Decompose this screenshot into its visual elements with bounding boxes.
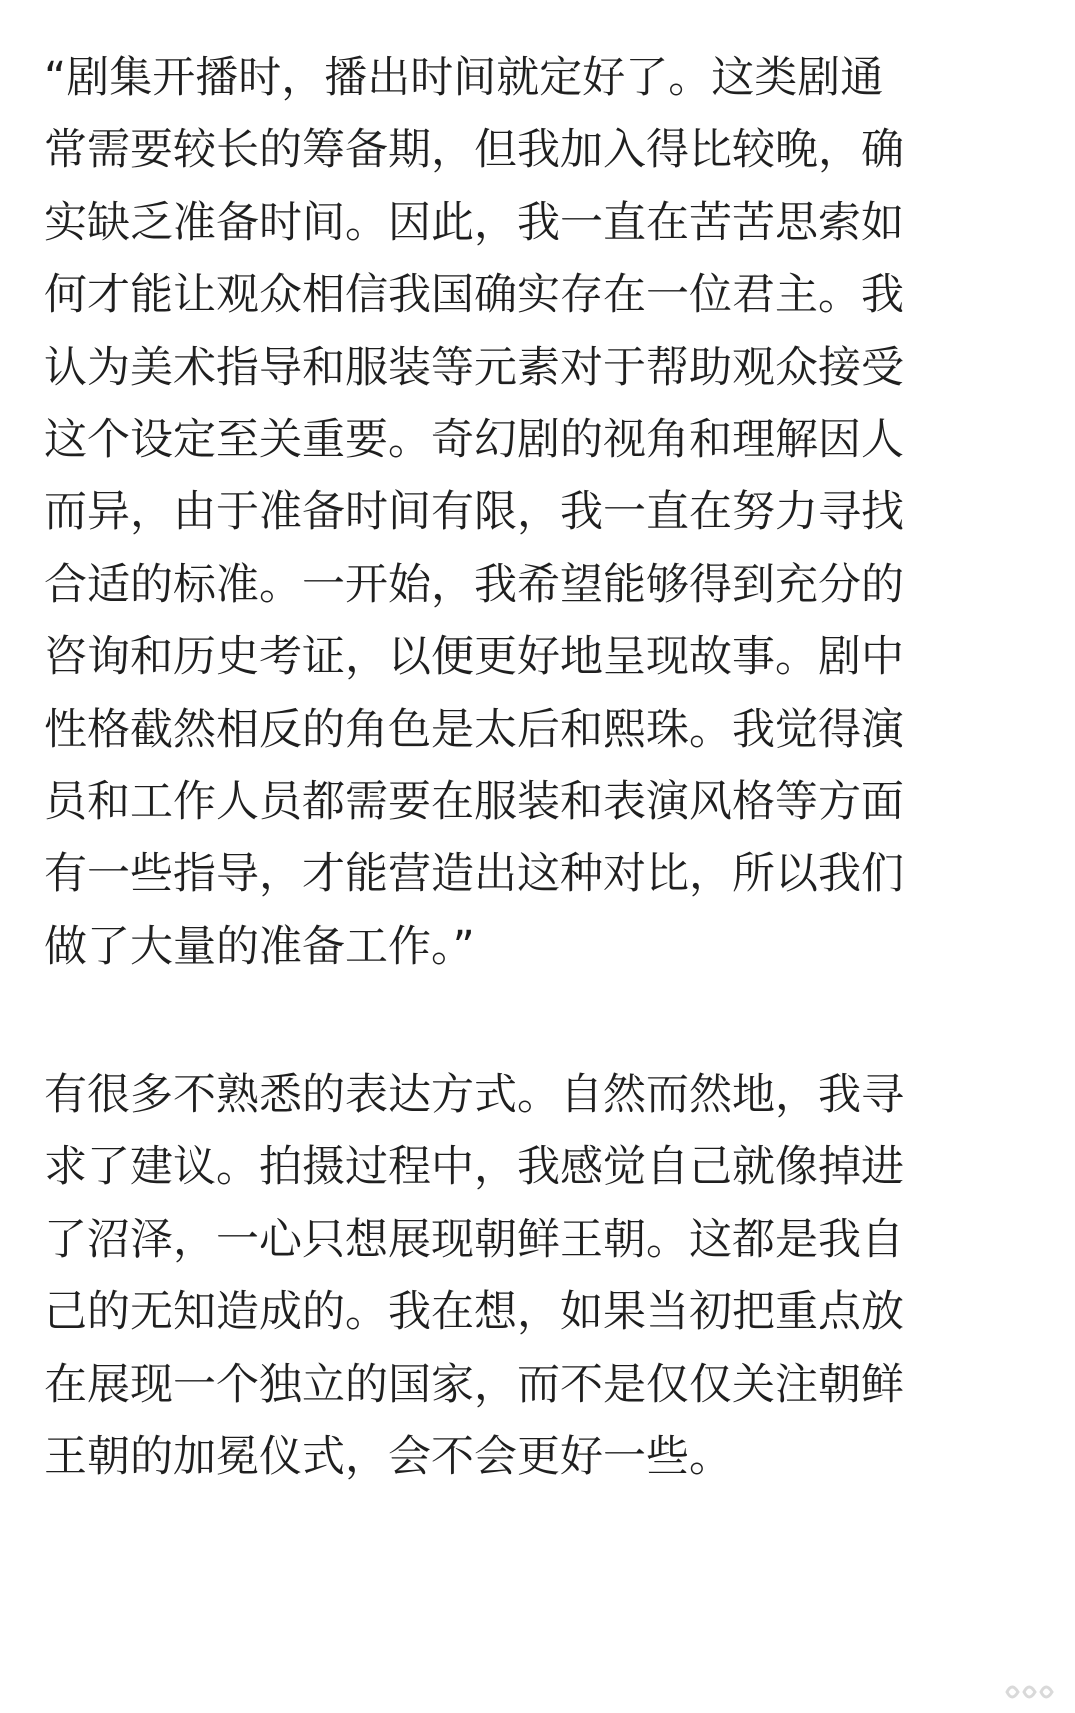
text-line: 合适的标准。一开始，我希望能够得到充分的 [44,559,904,610]
text-line: 有很多不熟悉的表达方式。自然而然地，我寻 [44,1070,904,1121]
paragraph-commentary [44,1059,1034,1493]
text-line: 了沼泽，一心只想展现朝鲜王朝。这都是我自 [44,1214,904,1265]
text-line: 求了建议。拍摄过程中，我感觉自己就像掉进 [44,1142,904,1193]
text-line: 认为美术指导和服装等元素对于帮助观众接受 [44,342,904,393]
text-line: 而异，由于准备时间有限，我一直在努力寻找 [44,487,904,538]
text-line: 做了大量的准备工作。” [44,921,475,972]
text-line: 性格截然相反的角色是太后和熙珠。我觉得演 [44,704,904,755]
text-line: “剧集开播时，播出时间就定好了。这类剧通 [44,53,884,103]
text-line: 有一些指导，才能营造出这种对比，所以我们 [44,849,904,900]
text-line: 何才能让观众相信我国确实存在一位君主。我 [44,270,904,321]
text-line: 咨询和历史考证，以便更好地呈现故事。剧中 [44,632,904,683]
text-line: 常需要较长的筹备期，但我加入得比较晚，确 [44,125,904,176]
text-line: 在展现一个独立的国家，而不是仅仅关注朝鲜 [44,1359,904,1410]
text-line: 王朝的加冕仪式，会不会更好一些。 [44,1432,732,1483]
text-line: 己的无知造成的。我在想，如果当初把重点放 [44,1287,904,1338]
paragraph-quote [44,42,1034,983]
text-line: 员和工作人员都需要在服装和表演风格等方面 [44,776,904,827]
article-body [44,42,1034,1493]
text-line: 实缺乏准备时间。因此，我一直在苦苦思索如 [44,197,904,248]
text-line: 这个设定至关重要。奇幻剧的视角和理解因人 [44,414,904,465]
weibo-dots-watermark-icon [999,1679,1065,1705]
